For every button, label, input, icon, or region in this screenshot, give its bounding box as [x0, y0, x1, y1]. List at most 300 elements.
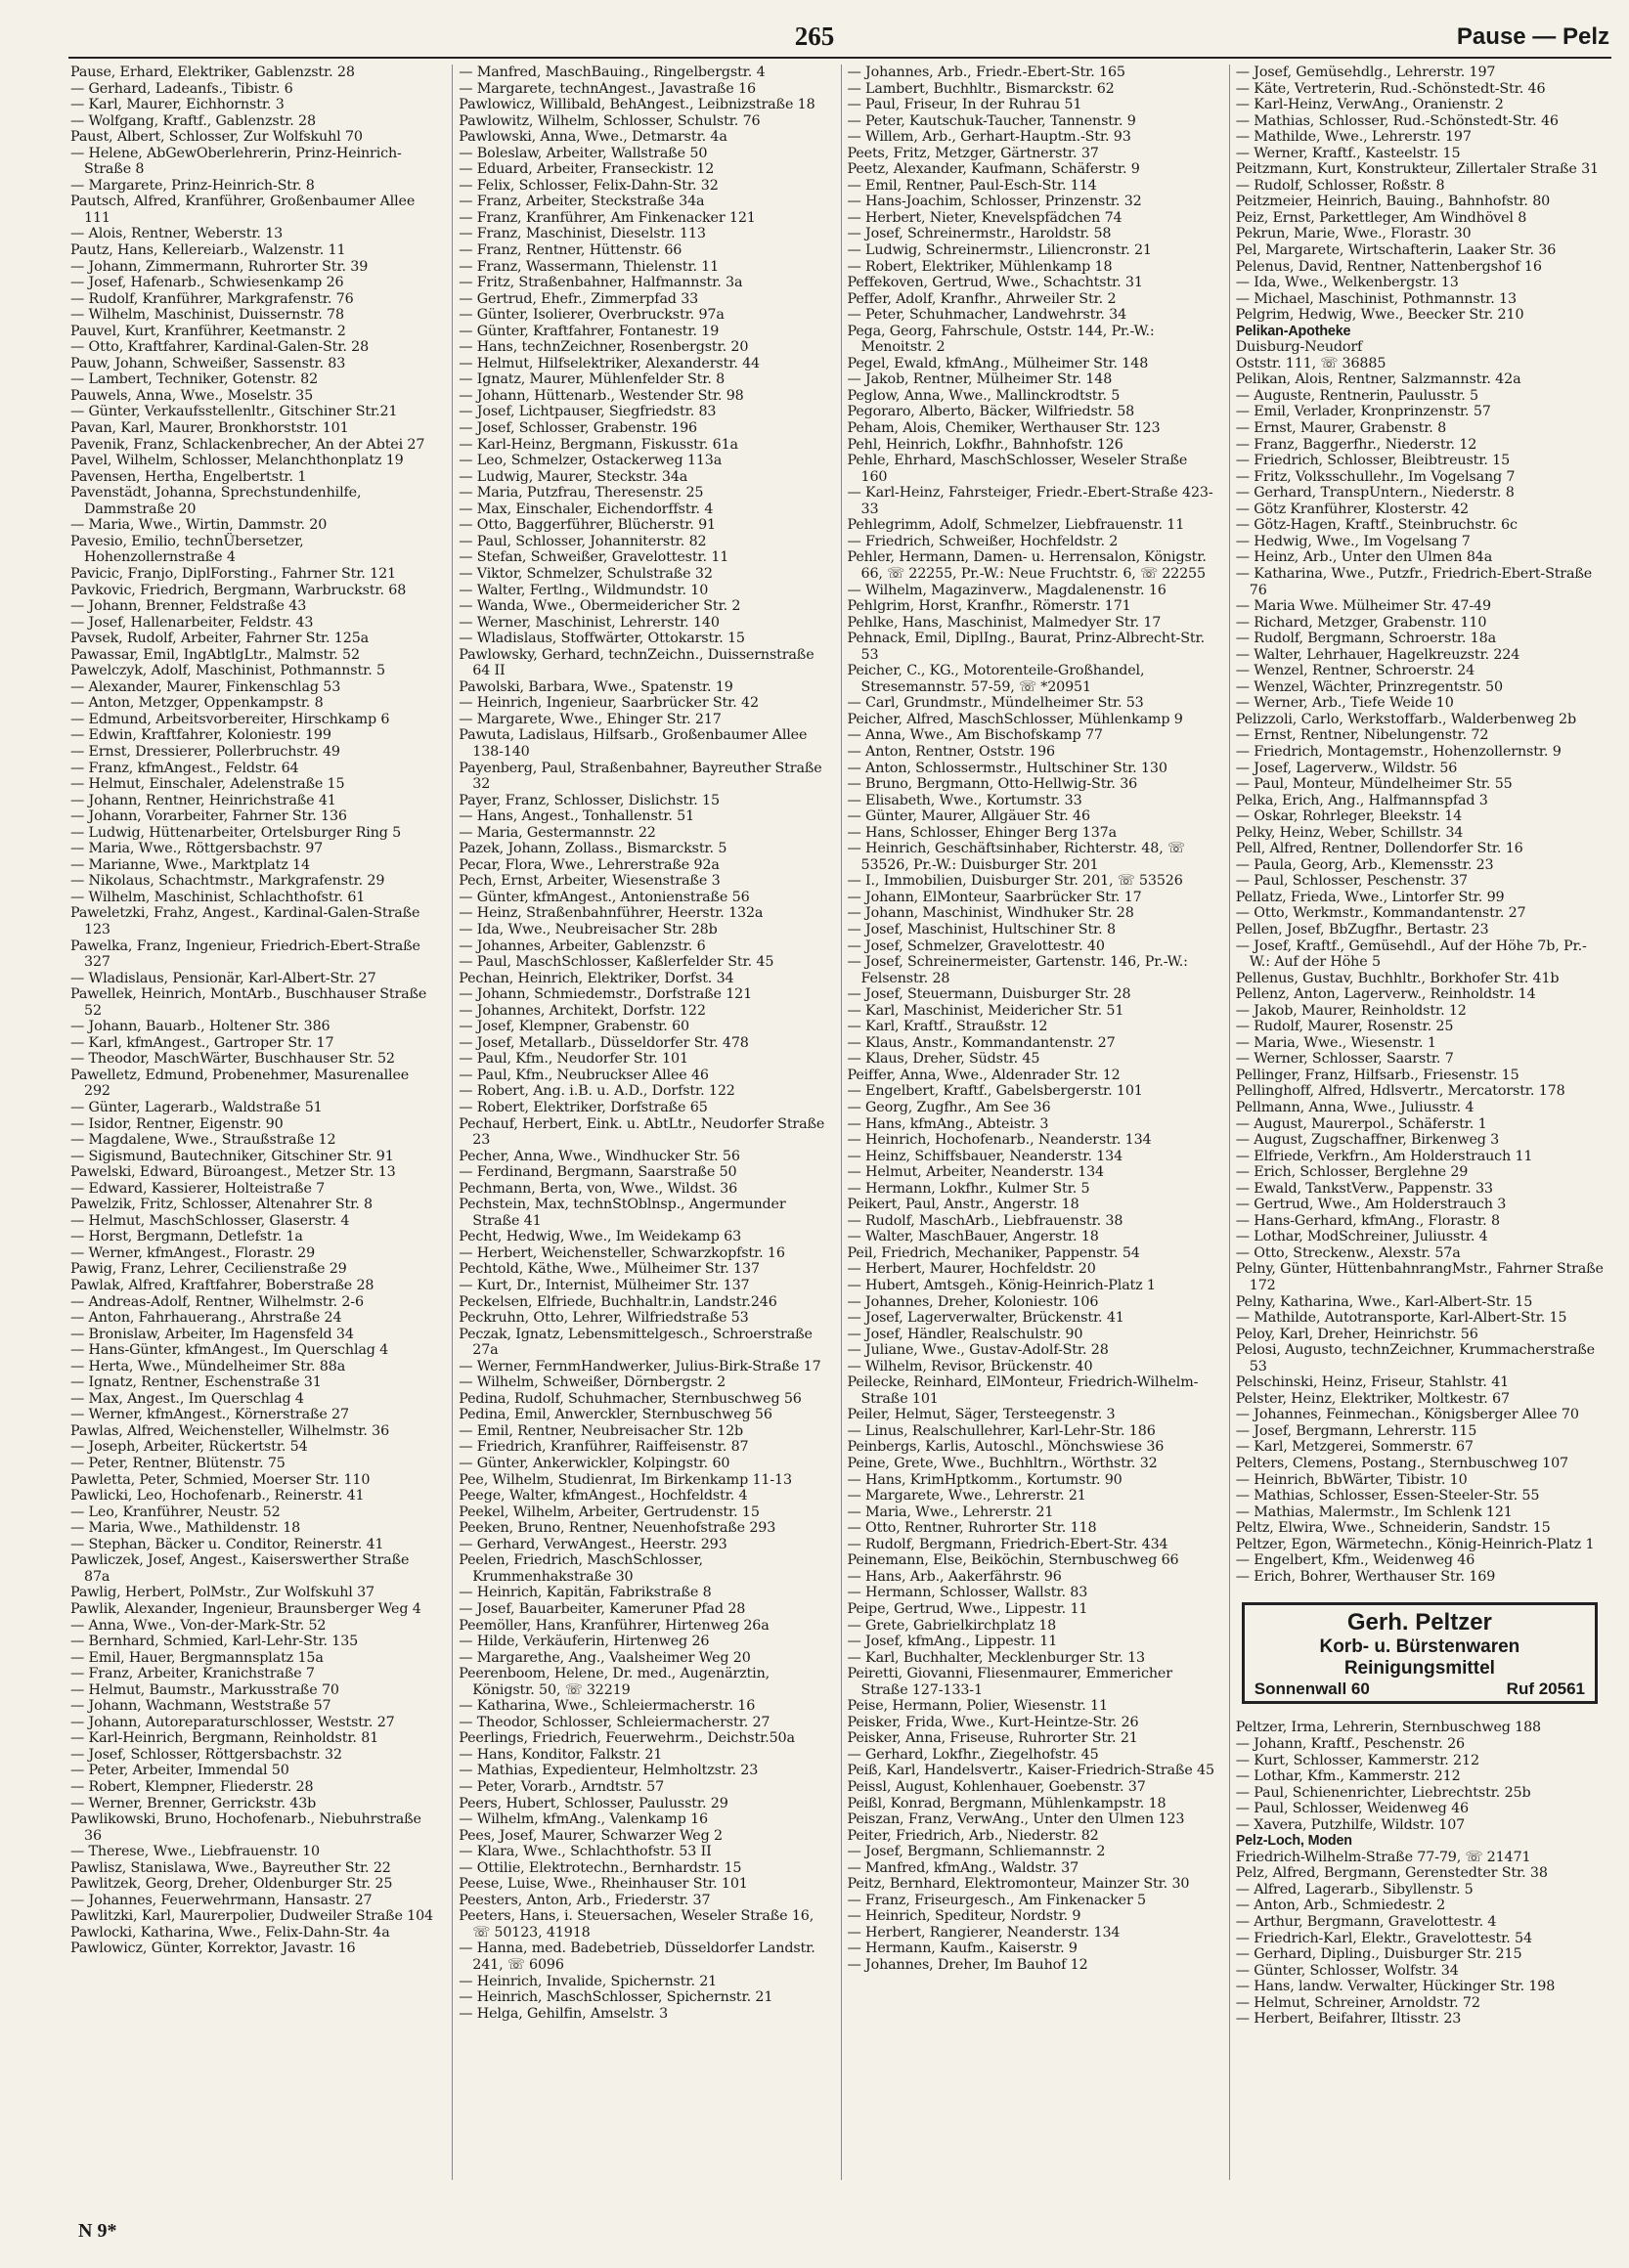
directory-entry: Pawig, Franz, Lehrer, Cecilienstraße 29	[70, 1261, 347, 1278]
directory-entry: Pech, Ernst, Arbeiter, Wiesenstraße 3	[459, 873, 721, 890]
directory-entry: — Mathias, Schlosser, Rud.-Schönstedt-Str. 46	[1235, 112, 1559, 129]
directory-entry: — Günter, Isolierer, Overbruckstr. 97a	[459, 307, 725, 324]
directory-entry: Pavsek, Rudolf, Arbeiter, Fahrner Str. 125a	[70, 631, 370, 647]
directory-entry: Pawletta, Peter, Schmied, Moerser Str. 110	[70, 1471, 371, 1488]
directory-entry: — Linus, Realschullehrer, Karl-Lehr-Str. 186	[847, 1422, 1156, 1439]
directory-entry: Pellen, Josef, BbZugfhr., Bertastr. 23	[1235, 921, 1489, 938]
directory-entry: — Josef, Maschinist, Hultschiner Str. 8	[847, 921, 1116, 938]
directory-entry: — Josef, Schlosser, Röttgersbachstr. 32	[70, 1746, 342, 1763]
directory-entry: — Rudolf, Maurer, Rosenstr. 25	[1235, 1019, 1454, 1035]
directory-entry: — Therese, Wwe., Liebfrauenstr. 10	[70, 1844, 320, 1860]
directory-entry: Pawlak, Alfred, Kraftfahrer, Boberstraße 28	[70, 1278, 374, 1294]
directory-entry: Peege, Walter, kfmAngest., Hochfeldstr. 4	[459, 1488, 748, 1505]
directory-entry: — Peter, Rentner, Blütenstr. 75	[70, 1456, 286, 1472]
directory-entry: Pelny, Katharina, Wwe., Karl-Albert-Str. 15	[1235, 1293, 1533, 1310]
directory-entry: — Auguste, Rentnerin, Paulusstr. 5	[1235, 387, 1478, 404]
directory-entry: — Gerhard, Lokfhr., Ziegelhofstr. 45	[847, 1746, 1099, 1763]
directory-entry: — Hilde, Verkäuferin, Hirtenweg 26	[459, 1634, 710, 1650]
directory-entry: Pause, Erhard, Elektriker, Gablenzstr. 28	[70, 65, 355, 80]
directory-entry: Pelster, Heinz, Elektriker, Moltkestr. 67	[1235, 1390, 1510, 1407]
directory-entry: — Andreas-Adolf, Rentner, Wilhelmstr. 2-6	[70, 1293, 364, 1310]
directory-entry: Pellatz, Frieda, Wwe., Lintorfer Str. 99	[1235, 889, 1505, 905]
directory-entry: — Franz, Baggerfhr., Niederstr. 12	[1235, 436, 1477, 453]
directory-entry: — Maria, Wwe., Röttgersbachstr. 97	[70, 841, 324, 857]
directory-entry: — Nikolaus, Schachtmstr., Markgrafenstr. 29	[70, 873, 385, 890]
directory-entry: — Paul, Kfm., Neudorfer Str. 101	[459, 1051, 688, 1068]
directory-entry: — Helmut, MaschSchlosser, Glaserstr. 4	[70, 1212, 350, 1229]
directory-entry: — Günter, Kraftfahrer, Fontanestr. 19	[459, 323, 720, 339]
directory-entry: — Paul, Schlosser, Peschenstr. 37	[1235, 873, 1468, 890]
directory-entry: Pelizzoli, Carlo, Werkstoffarb., Walderbenweg 2b	[1235, 711, 1576, 727]
directory-entry: — Walter, MaschBauer, Angerstr. 18	[847, 1229, 1099, 1245]
directory-entry: — Josef, Lagerverwalter, Brückenstr. 41	[847, 1310, 1124, 1327]
directory-entry: Pavensen, Hertha, Engelbertstr. 1	[70, 468, 307, 485]
directory-entry: Pehler, Hermann, Damen- u. Herrensalon, Königstr. 66, ☏ 22255, Pr.-W.: Neue Fruchtstr. 6, ☏ 22255	[847, 549, 1207, 582]
directory-entry: — Anna, Wwe., Von-der-Mark-Str. 52	[70, 1617, 327, 1634]
directory-entry: — Otto, Baggerführer, Blücherstr. 91	[459, 517, 717, 534]
advertisement-phone: Ruf 20561	[1506, 1679, 1585, 1699]
directory-entry: — Herta, Wwe., Mündelheimer Str. 88a	[70, 1358, 346, 1374]
directory-entry: — Wilhelm, Revisor, Brückenstr. 40	[847, 1358, 1093, 1374]
directory-entry: — Hans, landw. Verwalter, Hückinger Str. 198	[1235, 1979, 1556, 1995]
directory-entry: — Johannes, Dreher, Koloniestr. 106	[847, 1293, 1099, 1310]
directory-entry: — Wenzel, Rentner, Schroerstr. 24	[1235, 663, 1475, 679]
directory-entry: Pega, Georg, Fahrschule, Oststr. 144, Pr.-W.: Menoitstr. 2	[847, 323, 1155, 356]
directory-entry: — Hans, Angest., Tonhallenstr. 51	[459, 808, 695, 825]
directory-entry: Pees, Josef, Maurer, Schwarzer Weg 2	[459, 1827, 723, 1844]
directory-column-1	[70, 65, 444, 2180]
directory-entry: — Johann, Brenner, Feldstraße 43	[70, 598, 307, 615]
directory-entry: — Josef, Lichtpauser, Siegfriedstr. 83	[459, 404, 717, 420]
directory-entry: — Josef, Hafenarb., Schwiesenkamp 26	[70, 275, 344, 291]
directory-entry: Peglow, Anna, Wwe., Mallinckrodtstr. 5	[847, 387, 1121, 404]
directory-entry: Pawelzik, Fritz, Schlosser, Altenahrer Str. 8	[70, 1197, 373, 1213]
directory-entry: — Otto, Rentner, Ruhrorter Str. 118	[847, 1520, 1097, 1537]
directory-entry: — Franz, Kranführer, Am Finkenacker 121	[459, 209, 756, 226]
directory-entry: — Jakob, Maurer, Reinholdstr. 12	[1235, 1002, 1467, 1019]
directory-entry: Peisker, Frida, Wwe., Kurt-Heintze-Str. 26	[847, 1714, 1139, 1730]
directory-entry: — Maria, Putzfrau, Theresenstr. 25	[459, 485, 704, 502]
directory-entry: Pelters, Clemens, Postang., Sternbuschweg 107	[1235, 1456, 1568, 1472]
directory-entry: — Carl, Grundmstr., Mündelheimer Str. 53	[847, 695, 1144, 712]
directory-entry: Peckelsen, Elfriede, Buchhaltr.in, Landstr.246	[459, 1293, 777, 1310]
directory-entry: — Heinrich, BbWärter, Tibistr. 10	[1235, 1471, 1468, 1488]
directory-entry: — Katharina, Wwe., Putzfr., Friedrich-Ebert-Straße 76	[1235, 565, 1593, 598]
directory-entry: Pecar, Flora, Wwe., Lehrerstraße 92a	[459, 856, 720, 873]
directory-entry: — Elisabeth, Wwe., Kortumstr. 33	[847, 792, 1082, 808]
directory-entry: Pawlowitz, Wilhelm, Schlosser, Schulstr. 76	[459, 112, 761, 129]
directory-entry: — Anton, Schlossermstr., Hultschiner Str. 130	[847, 760, 1167, 776]
directory-entry: Pawlowski, Anna, Wwe., Detmarstr. 4a	[459, 129, 727, 146]
directory-entry: — Sigismund, Bautechniker, Gitschiner Str. 91	[70, 1148, 394, 1164]
directory-entry: Pelgrim, Hedwig, Wwe., Beecker Str. 210	[1235, 307, 1524, 324]
directory-entry: — Karl, Kraftf., Straußstr. 12	[847, 1019, 1048, 1035]
directory-entry: — Herbert, Beifahrer, Iltisstr. 23	[1235, 2011, 1462, 2028]
directory-entry: Peiffer, Anna, Wwe., Aldenrader Str. 12	[847, 1067, 1121, 1083]
directory-entry: — Joseph, Arbeiter, Rückertstr. 54	[70, 1439, 308, 1456]
directory-entry: — Heinrich, Spediteur, Nordstr. 9	[847, 1908, 1081, 1925]
directory-entry: — Paul, Schienenrichter, Liebrechtstr. 25b	[1235, 1784, 1531, 1801]
directory-entry: Pawlitzki, Karl, Maurerpolier, Dudweiler Straße 104	[70, 1908, 434, 1925]
directory-entry: — Marianne, Wwe., Marktplatz 14	[70, 856, 310, 873]
directory-entry: Peerlings, Friedrich, Feuerwehrm., Deichstr.50a	[459, 1730, 795, 1747]
directory-entry: Peine, Grete, Wwe., Buchhltrn., Wörthstr. 32	[847, 1456, 1158, 1472]
directory-entry: Pellinghoff, Alfred, Hdlsvertr., Mercatorstr. 178	[1235, 1083, 1565, 1100]
directory-entry: — Paul, Kfm., Neubruckser Allee 46	[459, 1067, 709, 1083]
directory-entry: — Werner, Maschinist, Lehrerstr. 140	[459, 614, 720, 631]
directory-entry: Pawassar, Emil, IngAbtlgLtr., Malmstr. 52	[70, 646, 360, 663]
advertisement-line: Korb- u. Bürstenwaren	[1319, 1636, 1520, 1658]
directory-entry: — Götz Kranführer, Klosterstr. 42	[1235, 501, 1469, 517]
directory-entry: — Anna, Wwe., Am Bischofskamp 77	[847, 727, 1103, 744]
directory-entry: — Maria Wwe. Mülheimer Str. 47-49	[1235, 598, 1491, 615]
directory-entry: — Wanda, Wwe., Obermeidericher Str. 2	[459, 598, 741, 615]
directory-entry: — Johann, Maschinist, Windhuker Str. 28	[847, 905, 1134, 922]
directory-entry: Peiß, Karl, Handelsvertr., Kaiser-Friedrich-Straße 45	[847, 1763, 1214, 1779]
directory-entry: — Hermann, Schlosser, Wallstr. 83	[847, 1585, 1088, 1601]
directory-entry: Pel, Margarete, Wirtschafterin, Laaker Str. 36	[1235, 242, 1557, 259]
directory-entry: Pavesio, Emilio, technÜbersetzer, Hohenzollernstraße 4	[70, 533, 304, 566]
directory-entry: Peil, Friedrich, Mechaniker, Pappenstr. 54	[847, 1244, 1140, 1261]
directory-entry: — Margarete, Wwe., Lehrerstr. 21	[847, 1488, 1086, 1505]
directory-entry: Peicher, Alfred, MaschSchlosser, Mühlenkamp 9	[847, 711, 1183, 727]
directory-entry: Pedina, Emil, Anwerckler, Sternbuschweg 56	[459, 1407, 772, 1423]
directory-entry: Pawlitzek, Georg, Dreher, Oldenburger Str. 25	[70, 1876, 393, 1893]
directory-entry: Pehlegrimm, Adolf, Schmelzer, Liebfrauenstr. 11	[847, 517, 1185, 534]
directory-entry: — Karl-Heinz, VerwAng., Oranienstr. 2	[1235, 97, 1504, 113]
directory-entry: — Johann, Zimmermann, Ruhrorter Str. 39	[70, 258, 369, 275]
directory-entry: — Hermann, Lokfhr., Kulmer Str. 5	[847, 1180, 1090, 1197]
directory-entry: — Juliane, Wwe., Gustav-Adolf-Str. 28	[847, 1342, 1109, 1359]
directory-entry: — Boleslaw, Arbeiter, Wallstraße 50	[459, 145, 708, 161]
directory-entry: Peczak, Ignatz, Lebensmittelgesch., Schroerstraße 27a	[459, 1326, 813, 1359]
directory-entry: Peissl, August, Kohlenhauer, Goebenstr. 37	[847, 1778, 1146, 1795]
directory-entry: Pawlicki, Leo, Hochofenarb., Reinerstr. 41	[70, 1488, 365, 1505]
running-head: Pause — Pelz	[1456, 23, 1609, 50]
directory-entry: — Helga, Gehilfin, Amselstr. 3	[459, 2005, 669, 2022]
directory-entry: Pawelletz, Edmund, Probenehmer, Masurenallee 292	[70, 1067, 410, 1100]
directory-entry: — Ewald, TankstVerw., Pappenstr. 33	[1235, 1180, 1493, 1197]
directory-entry: — Fritz, Straßenbahner, Halfmannstr. 3a	[459, 275, 743, 291]
directory-entry: — Robert, Elektriker, Dorfstraße 65	[459, 1100, 708, 1115]
directory-entry: — Friedrich-Karl, Elektr., Gravelottestr. 54	[1235, 1930, 1532, 1946]
directory-entry: — Edward, Kassierer, Holteistraße 7	[70, 1180, 326, 1197]
directory-entry: — Emil, Verlader, Kronprinzenstr. 57	[1235, 404, 1491, 420]
directory-entry: Pell, Alfred, Rentner, Dollendorfer Str. 16	[1235, 841, 1523, 857]
directory-entry: — Friedrich, Kranführer, Raiffeisenstr. 87	[459, 1439, 749, 1456]
directory-entry: — Josef, Lagerverw., Wildstr. 56	[1235, 760, 1458, 776]
directory-entry: Pawlas, Alfred, Weichensteller, Wilhelmstr. 36	[70, 1422, 390, 1439]
directory-entry: Pelz, Alfred, Bergmann, Gerenstedter Str. 38	[1235, 1865, 1548, 1882]
directory-entry: — Hans, Schlosser, Ehinger Berg 137a	[847, 824, 1117, 841]
directory-entry: — Walter, Lehrhauer, Hagelkreuzstr. 224	[1235, 646, 1520, 663]
directory-entry: — Robert, Ang. i.B. u. A.D., Dorfstr. 122	[459, 1083, 735, 1100]
directory-entry: — Eduard, Arbeiter, Franseckistr. 12	[459, 161, 715, 178]
directory-entry: Peikert, Paul, Anstr., Angerstr. 18	[847, 1197, 1079, 1213]
directory-entry: Pellenus, Gustav, Buchhltr., Borkhofer Str. 41b	[1235, 970, 1560, 986]
directory-entry: Peltzer, Egon, Wärmetechn., König-Heinrich-Platz 1	[1235, 1536, 1595, 1552]
directory-entry: Pauwels, Anna, Wwe., Moselstr. 35	[70, 387, 314, 404]
directory-entry: — Karl, Metzgerei, Sommerstr. 67	[1235, 1439, 1474, 1456]
directory-entry: — Franz, Maschinist, Dieselstr. 113	[459, 226, 706, 242]
directory-entry: — Helene, AbGewOberlehrerin, Prinz-Heinrich-Straße 8	[70, 145, 402, 178]
directory-entry: — Friedrich, Schlosser, Bleibtreustr. 15	[1235, 453, 1511, 469]
directory-entry: Pecher, Anna, Wwe., Windhucker Str. 56	[459, 1148, 740, 1164]
directory-entry: Peicher, C., KG., Motorenteile-Großhandel, Stresemannstr. 57-59, ☏ *20951	[847, 663, 1145, 695]
directory-entry: Peeken, Bruno, Rentner, Neuenhofstraße 293	[459, 1520, 776, 1537]
directory-entry: Pelny, Günter, HüttenbahnrangMstr., Fahrner Straße 172	[1235, 1261, 1604, 1294]
directory-entry: — Karl-Heinz, Bergmann, Fiskusstr. 61a	[459, 436, 738, 453]
directory-entry: — Wolfgang, Kraftf., Gablenzstr. 28	[70, 112, 316, 129]
directory-entry: — Hans, technZeichner, Rosenbergstr. 20	[459, 339, 749, 356]
directory-entry: Peets, Fritz, Metzger, Gärtnerstr. 37	[847, 145, 1099, 161]
directory-entry: — Georg, Zugfhr., Am See 36	[847, 1100, 1051, 1115]
directory-entry: — Werner, Kraftf., Kasteelstr. 15	[1235, 145, 1461, 161]
directory-entry: Peesters, Anton, Arb., Friederstr. 37	[459, 1892, 711, 1908]
directory-entry: Payer, Franz, Schlosser, Dislichstr. 15	[459, 792, 720, 808]
directory-entry: — Rudolf, Bergmann, Friedrich-Ebert-Str. 434	[847, 1536, 1168, 1552]
directory-entry: — Theodor, Schlosser, Schleiermacherstr. 27	[459, 1714, 770, 1730]
directory-entry: Peiz, Ernst, Parkettleger, Am Windhövel 8	[1235, 209, 1527, 226]
directory-entry: Pavan, Karl, Maurer, Bronkhorststr. 101	[70, 420, 349, 437]
directory-entry: — Richard, Metzger, Grabenstr. 110	[1235, 614, 1487, 631]
directory-entry: — Ernst, Rentner, Nibelungenstr. 72	[1235, 727, 1489, 744]
directory-entry: Pawuta, Ladislaus, Hilfsarb., Großenbaumer Allee 138-140	[459, 727, 808, 760]
directory-entry: — Johann, Bauarb., Holtener Str. 386	[70, 1019, 330, 1035]
directory-entry: — Heinz, Straßenbahnführer, Heerstr. 132a	[459, 905, 764, 922]
directory-entry: Pelz-Loch, Moden	[1235, 1833, 1352, 1850]
directory-entry: — Karl-Heinz, Fahrsteiger, Friedr.-Ebert-Straße 423-33	[847, 485, 1213, 517]
advertisement-box	[1242, 1602, 1598, 1704]
directory-entry: Pawlocki, Katharina, Wwe., Felix-Dahn-Str. 4a	[70, 1924, 390, 1941]
directory-entry: — Friedrich, Montagemstr., Hohenzollernstr. 9	[1235, 743, 1562, 760]
directory-entry: Peeters, Hans, i. Steuersachen, Weseler Straße 16, ☏ 50123, 41918	[459, 1908, 814, 1941]
directory-entry: — Heinrich, Geschäftsinhaber, Richterstr. 48, ☏ 53526, Pr.-W.: Duisburger Str. 201	[847, 841, 1185, 873]
directory-entry: — Helmut, Arbeiter, Neanderstr. 134	[847, 1164, 1104, 1181]
directory-entry: Pauw, Johann, Schweißer, Sassenstr. 83	[70, 355, 346, 371]
directory-column-2	[452, 65, 832, 2180]
directory-entry: Peemöller, Hans, Kranführer, Hirtenweg 26a	[459, 1617, 770, 1634]
directory-entry: — Felix, Schlosser, Felix-Dahn-Str. 32	[459, 177, 719, 194]
directory-entry: Peitzmeier, Heinrich, Bauing., Bahnhofstr. 80	[1235, 194, 1551, 210]
directory-entry: Peipe, Gertrud, Wwe., Lippestr. 11	[847, 1600, 1088, 1617]
directory-entry: — Josef, Steuermann, Duisburger Str. 28	[847, 986, 1131, 1003]
directory-entry: — Maria, Gestermannstr. 22	[459, 824, 656, 841]
directory-entry: Peitz, Bernhard, Elektromonteur, Mainzer Str. 30	[847, 1876, 1190, 1893]
directory-entry: — Günter, Lagerarb., Waldstraße 51	[70, 1100, 323, 1115]
directory-entry: — Rudolf, Kranführer, Markgrafenstr. 76	[70, 290, 354, 307]
directory-entry: Peerenboom, Helene, Dr. med., Augenärztin, Königstr. 50, ☏ 32219	[459, 1666, 770, 1698]
directory-entry: Friedrich-Wilhelm-Straße 77-79, ☏ 21471	[1235, 1849, 1531, 1865]
directory-entry: — Karl, kfmAngest., Gartroper Str. 17	[70, 1034, 334, 1051]
directory-entry: — Herbert, Weichensteller, Schwarzkopfstr. 16	[459, 1244, 785, 1261]
directory-entry: — Alois, Rentner, Weberstr. 13	[70, 226, 284, 242]
directory-entry: — Hermann, Kaufm., Kaiserstr. 9	[847, 1941, 1078, 1957]
directory-entry: — Werner, kfmAngest., Körnerstraße 27	[70, 1407, 349, 1423]
directory-entry: — Mathilde, Autotransporte, Karl-Albert-Str. 15	[1235, 1310, 1567, 1327]
header-rule	[68, 57, 1611, 59]
directory-entry: — Erich, Bohrer, Werthauser Str. 169	[1235, 1568, 1496, 1585]
directory-entry: — Max, Angest., Im Querschlag 4	[70, 1390, 304, 1407]
directory-entry: — Johannes, Arbeiter, Gablenzstr. 6	[459, 938, 706, 954]
directory-entry: Pawlik, Alexander, Ingenieur, Braunsberger Weg 4	[70, 1600, 421, 1617]
directory-entry: Peese, Luise, Wwe., Rheinhauser Str. 101	[459, 1876, 748, 1893]
directory-entry: — Theodor, MaschWärter, Buschhauser Str. 52	[70, 1051, 395, 1068]
directory-entry: — Josef, Gemüsehdlg., Lehrerstr. 197	[1235, 65, 1496, 80]
directory-entry: Pehlke, Hans, Maschinist, Malmedyer Str. 17	[847, 614, 1162, 631]
directory-entry: Peise, Hermann, Polier, Wiesenstr. 11	[847, 1698, 1108, 1715]
directory-entry: — Alfred, Lagerarb., Sibyllenstr. 5	[1235, 1881, 1474, 1897]
directory-entry: — Bernhard, Schmied, Karl-Lehr-Str. 135	[70, 1634, 359, 1650]
directory-entry: — Karl-Heinrich, Bergmann, Reinholdstr. 81	[70, 1730, 379, 1747]
directory-entry: — Heinz, Schiffsbauer, Neanderstr. 134	[847, 1148, 1123, 1164]
directory-entry: — Hans, kfmAng., Abteistr. 3	[847, 1115, 1049, 1132]
directory-entry: — Paul, Schlosser, Weidenweg 46	[1235, 1801, 1469, 1817]
directory-entry: — Viktor, Schmelzer, Schulstraße 32	[459, 565, 713, 582]
directory-entry: — Günter, kfmAngest., Antonienstraße 56	[459, 889, 750, 905]
directory-entry: — Käte, Vertreterin, Rud.-Schönstedt-Str. 46	[1235, 80, 1546, 97]
advertisement-line: Reinigungsmittel	[1343, 1658, 1495, 1679]
directory-entry: — Otto, Werkmstr., Kommandantenstr. 27	[1235, 905, 1526, 922]
directory-entry: — Johann, Schmiedemstr., Dorfstraße 121	[459, 986, 753, 1003]
directory-entry: — Walter, Fertlng., Wildmundstr. 10	[459, 582, 709, 598]
directory-entry: — Heinrich, Kapitän, Fabrikstraße 8	[459, 1585, 712, 1601]
directory-entry: Peilecke, Reinhard, ElMonteur, Friedrich-Wilhelm-Straße 101	[847, 1374, 1199, 1407]
directory-entry: Pechauf, Herbert, Eink. u. AbtLtr., Neudorfer Straße 23	[459, 1115, 825, 1149]
directory-entry: Pedina, Rudolf, Schuhmacher, Sternbuschweg 56	[459, 1390, 802, 1407]
directory-entry: Pavenstädt, Johanna, Sprechstundenhilfe, Dammstraße 20	[70, 485, 362, 517]
directory-entry: — Peter, Kautschuk-Taucher, Tannenstr. 9	[847, 112, 1136, 129]
directory-entry: — Günter, Maurer, Allgäuer Str. 46	[847, 808, 1090, 825]
directory-entry: Pechan, Heinrich, Elektriker, Dorfst. 34	[459, 970, 734, 986]
directory-entry: — Maria, Wwe., Wirtin, Dammstr. 20	[70, 517, 328, 534]
directory-entry: Pehle, Ehrhard, MaschSchlosser, Weseler Straße 160	[847, 453, 1188, 485]
directory-entry: — Werner, Arb., Tiefe Weide 10	[1235, 695, 1454, 712]
directory-entry: — August, Zugschaffner, Birkenweg 3	[1235, 1132, 1500, 1149]
directory-entry: — Bronislaw, Arbeiter, Im Hagensfeld 34	[70, 1326, 354, 1342]
directory-entry: — Maria, Wwe., Wiesenstr. 1	[1235, 1034, 1436, 1051]
directory-entry: Pechmann, Berta, von, Wwe., Wildst. 36	[459, 1180, 738, 1197]
directory-entry: — Margarete, technAngest., Javastraße 16	[459, 80, 756, 97]
directory-entry: — Michael, Maschinist, Pothmannstr. 13	[1235, 290, 1517, 307]
directory-entry: Pawlowsky, Gerhard, technZeichn., Duissernstraße 64 II	[459, 646, 814, 679]
directory-entry: — August, Maurerpol., Schäferstr. 1	[1235, 1115, 1487, 1132]
directory-entry: Pelosi, Augusto, technZeichner, Krummacherstraße 53	[1235, 1342, 1595, 1374]
directory-entry: — Josef, kfmAng., Lippestr. 11	[847, 1634, 1058, 1650]
directory-entry: — Josef, Schmelzer, Gravelottestr. 40	[847, 938, 1105, 954]
directory-entry: — Werner, Brenner, Gerrickstr. 43b	[70, 1795, 317, 1811]
directory-entry: Pawliczek, Josef, Angest., Kaiserswerther Straße 87a	[70, 1552, 410, 1585]
directory-entry: Pechtold, Käthe, Wwe., Mülheimer Str. 137	[459, 1261, 760, 1278]
directory-entry: Pellenz, Anton, Lagerverw., Reinholdstr. 14	[1235, 986, 1536, 1003]
directory-entry: Peffekoven, Gertrud, Wwe., Schachtstr. 31	[847, 275, 1143, 291]
directory-entry: — Johann, Vorarbeiter, Fahrner Str. 136	[70, 808, 347, 825]
directory-entry: Pawelczyk, Adolf, Maschinist, Pothmannstr. 5	[70, 663, 385, 679]
directory-entry: — Margarete, Prinz-Heinrich-Str. 8	[70, 177, 315, 194]
directory-entry: — Xavera, Putzhilfe, Wildstr. 107	[1235, 1816, 1466, 1833]
directory-entry: — Rudolf, Bergmann, Schroerstr. 18a	[1235, 631, 1496, 647]
directory-columns	[70, 65, 1609, 2180]
directory-entry: — Otto, Kraftfahrer, Kardinal-Galen-Str. 28	[70, 339, 370, 356]
directory-entry: — Paul, Friseur, In der Ruhrau 51	[847, 97, 1082, 113]
directory-entry: — Rudolf, Schlosser, Roßstr. 8	[1235, 177, 1445, 194]
directory-entry: — Ernst, Maurer, Grabenstr. 8	[1235, 420, 1447, 437]
directory-entry: — Wilhelm, Magazinverw., Magdalenenstr. 16	[847, 582, 1167, 598]
directory-entry: — Paul, Monteur, Mündelheimer Str. 55	[1235, 776, 1513, 793]
directory-entry: Pekrun, Marie, Wwe., Florastr. 30	[1235, 226, 1472, 242]
printer-signature: N 9*	[78, 2220, 117, 2242]
directory-entry: — Gerhard, VerwAngest., Heerstr. 293	[459, 1536, 727, 1552]
directory-entry: — Gerhard, Ladeanfs., Tibistr. 6	[70, 80, 293, 97]
directory-entry: — Paula, Georg, Arb., Klemensstr. 23	[1235, 856, 1494, 873]
directory-entry: Pechstein, Max, technStOblnsp., Angermunder Straße 41	[459, 1197, 786, 1229]
directory-entry: Pellinger, Franz, Hilfsarb., Friesenstr. 15	[1235, 1067, 1519, 1083]
directory-entry: — Kurt, Schlosser, Kammerstr. 212	[1235, 1752, 1479, 1768]
directory-entry: — Wilhelm, Maschinist, Duissernstr. 78	[70, 307, 344, 324]
directory-entry: — Otto, Streckenw., Alexstr. 57a	[1235, 1244, 1461, 1261]
directory-entry: — Heinrich, MaschSchlosser, Spichernstr. 21	[459, 1989, 773, 2006]
directory-entry: — Wilhelm, kfmAng., Valenkamp 16	[459, 1811, 709, 1828]
directory-entry: — Leo, Schmelzer, Ostackerweg 113a	[459, 453, 723, 469]
directory-entry: — Lambert, Techniker, Gotenstr. 82	[70, 371, 319, 388]
directory-entry: — Josef, Metallarb., Düsseldorfer Str. 478	[459, 1034, 749, 1051]
directory-entry: — Peter, Arbeiter, Immendal 50	[70, 1763, 289, 1779]
directory-entry: Pawlikowski, Bruno, Hochofenarb., Niebuhrstraße 36	[70, 1811, 421, 1844]
directory-entry: — Hans, Arb., Aakerfährstr. 96	[847, 1568, 1062, 1585]
directory-entry: — Karl, Maschinist, Meidericher Str. 51	[847, 1002, 1124, 1019]
directory-entry: — Josef, Klempner, Grabenstr. 60	[459, 1019, 689, 1035]
directory-entry: — Oskar, Rohrleger, Bleekstr. 14	[1235, 808, 1463, 825]
directory-entry: — Rudolf, MaschArb., Liebfrauenstr. 38	[847, 1212, 1123, 1229]
directory-entry: Pellmann, Anna, Wwe., Juliusstr. 4	[1235, 1100, 1475, 1115]
directory-entry: Pawelski, Edward, Büroangest., Metzer Str. 13	[70, 1164, 396, 1181]
directory-entry: — Josef, Händler, Realschulstr. 90	[847, 1326, 1083, 1342]
directory-entry: Peitzmann, Kurt, Konstrukteur, Zillertaler Straße 31	[1235, 161, 1600, 178]
directory-entry: Peetz, Alexander, Kaufmann, Schäferstr. 9	[847, 161, 1140, 178]
directory-entry: — Hans, Konditor, Falkstr. 21	[459, 1746, 663, 1763]
directory-entry: — Willem, Arb., Gerhart-Hauptm.-Str. 93	[847, 129, 1131, 146]
directory-entry: Pelka, Erich, Ang., Halfmannspfad 3	[1235, 792, 1488, 808]
directory-entry: Paust, Albert, Schlosser, Zur Wolfskuhl 70	[70, 129, 363, 146]
directory-entry: — Stephan, Bäcker u. Conditor, Reinerstr. 41	[70, 1536, 384, 1552]
directory-entry: — Ignatz, Maurer, Mühlenfelder Str. 8	[459, 371, 726, 388]
directory-entry: — Karl, Maurer, Eichhornstr. 3	[70, 97, 285, 113]
directory-entry: Pecht, Hedwig, Wwe., Im Weidekamp 63	[459, 1229, 742, 1245]
directory-entry: — Herbert, Maurer, Hochfeldstr. 20	[847, 1261, 1096, 1278]
directory-entry: — Josef, Schreinermstr., Haroldstr. 58	[847, 226, 1112, 242]
directory-entry: — Gerhard, TranspUntern., Niederstr. 8	[1235, 485, 1515, 502]
directory-entry: — Franz, Rentner, Hüttenstr. 66	[459, 242, 682, 259]
directory-entry: — Josef, Bergmann, Lehrerstr. 115	[1235, 1422, 1477, 1439]
directory-entry: — Gertrud, Wwe., Am Holderstrauch 3	[1235, 1197, 1507, 1213]
directory-entry: — Grete, Gabrielkirchplatz 18	[847, 1617, 1057, 1634]
directory-entry: — Mathilde, Wwe., Lehrerstr. 197	[1235, 129, 1472, 146]
directory-entry: — Götz-Hagen, Kraftf., Steinbruchstr. 6c	[1235, 517, 1518, 534]
directory-entry: — Ernst, Dressierer, Pollerbruchstr. 49	[70, 743, 340, 760]
directory-entry: — Peter, Schuhmacher, Landwehrstr. 34	[847, 307, 1127, 324]
directory-entry: Peloy, Karl, Dreher, Heinrichstr. 56	[1235, 1326, 1478, 1342]
directory-entry: — Helmut, Einschaler, Adelenstraße 15	[70, 776, 345, 793]
directory-entry: — Gertrud, Ehefr., Zimmerpfad 33	[459, 290, 699, 307]
directory-entry: — Johannes, Architekt, Dorfstr. 122	[459, 1002, 706, 1019]
directory-entry: — Karl, Buchhalter, Mecklenburger Str. 13	[847, 1649, 1145, 1666]
directory-entry: Paweletzki, Frahz, Angest., Kardinal-Galen-Straße 123	[70, 905, 420, 938]
directory-entry: — Elfriede, Verkfrn., Am Holderstrauch 11	[1235, 1148, 1533, 1164]
advertisement-name: Gerh. Peltzer	[1346, 1609, 1492, 1636]
directory-entry: — Johann, ElMonteur, Saarbrücker Str. 17	[847, 889, 1142, 905]
directory-entry: — Wladislaus, Pensionär, Karl-Albert-Str. 27	[70, 970, 376, 986]
directory-entry: — Ludwig, Maurer, Steckstr. 34a	[459, 468, 688, 485]
